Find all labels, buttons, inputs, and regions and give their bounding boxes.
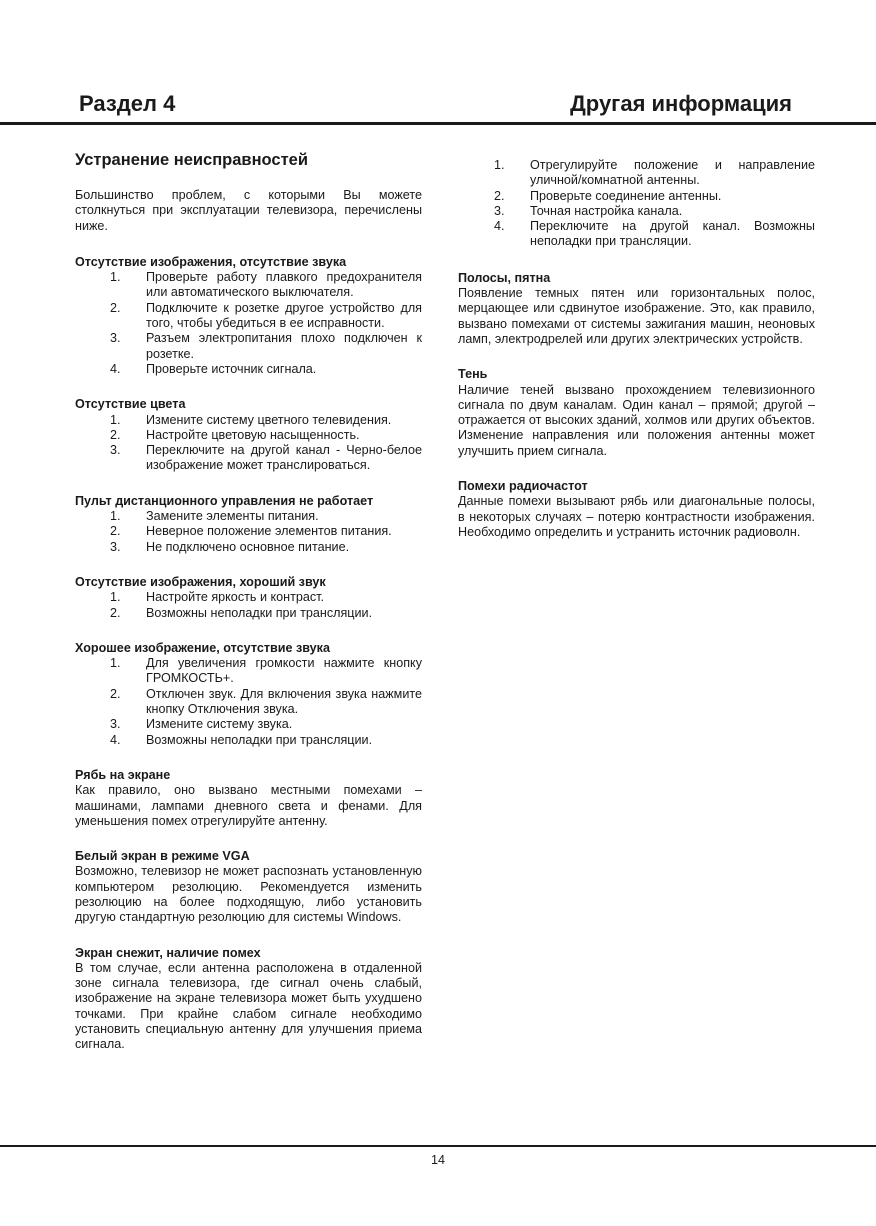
item-list [458, 158, 815, 250]
item-list [75, 590, 422, 621]
section-title: Отсутствие изображения, отсутствие звука [75, 254, 347, 269]
list-item [75, 362, 422, 377]
header-divider [0, 122, 876, 125]
list-item [458, 158, 815, 189]
item-number: 1. [110, 590, 121, 605]
item-text: Переключите на другой канал. Возможны неполадки при трансляции. [530, 219, 815, 249]
item-number: 1. [110, 509, 121, 524]
section-title: Белый экран в режиме VGA [75, 849, 250, 864]
section-snow-noise [75, 946, 422, 1053]
item-text: Подключите к розетке другое устройство для того, чтобы убедиться в ее исправности. [146, 300, 422, 331]
list-item [75, 331, 422, 362]
section-title: Экран снежит, наличие помех [75, 945, 261, 960]
item-text: Измените систему звука. [146, 717, 293, 732]
list-item [75, 717, 422, 732]
item-text: Отрегулируйте положение и направление уличной/комнатной антенны. [530, 158, 815, 188]
item-list [75, 656, 422, 748]
section-ghosting [458, 367, 815, 459]
item-number: 3. [494, 203, 505, 218]
item-text: Неверное положение элементов питания. [146, 524, 392, 539]
item-number: 2. [110, 427, 121, 442]
section-text: Данные помехи вызывают рябь или диагональные полосы, в некоторых случаях – потерю контрастности изображения. Необходимо определить и устранить источник радиоволн. [458, 494, 815, 539]
intro-paragraph: Большинство проблем, с которыми Вы можете столкнуться при эксплуатации телевизора, перечислены ниже. [75, 188, 422, 233]
section-title: Отсутствие изображения, хороший звук [75, 574, 326, 589]
item-text: Отключен звук. Для включения звука нажмите кнопку Отключения звука. [146, 686, 422, 717]
list-item [75, 413, 422, 428]
item-number: 2. [110, 605, 121, 620]
item-number: 4. [494, 219, 505, 234]
section-title: Помехи радиочастот [458, 479, 588, 494]
item-text: Замените элементы питания. [146, 509, 319, 524]
item-text: Проверьте источник сигнала. [146, 361, 317, 376]
item-text: Точная настройка канала. [530, 203, 683, 218]
section-white-screen-vga [75, 849, 422, 925]
section-text: В том случае, если антенна расположена в отдаленной зоне сигнала телевизора, где сигнал очень слабый, изображение на экране телевизора может быть ухудшено точками. При крайне слабом сигнале необходимо установить специальную антенну для улучшения приема сигнала. [75, 960, 422, 1052]
list-item [75, 687, 422, 718]
item-text: Для увеличения громкости нажмите кнопку ГРОМКОСТЬ+. [146, 656, 422, 686]
item-text: Возможны неполадки при трансляции. [146, 732, 373, 747]
item-list [75, 413, 422, 474]
item-text: Разъем электропитания плохо подключен к розетке. [146, 331, 422, 361]
item-number: 3. [110, 331, 121, 346]
section-no-picture-good-sound [75, 575, 422, 621]
section-no-picture-no-sound [75, 255, 422, 377]
item-text: Не подключено основное питание. [146, 539, 350, 554]
item-number: 1. [110, 656, 121, 671]
item-number: 2. [110, 524, 121, 539]
list-item [75, 301, 422, 332]
section-title: Рябь на экране [75, 767, 171, 782]
list-item [75, 590, 422, 605]
section-title: Полосы, пятна [458, 270, 551, 285]
section-no-color [75, 397, 422, 473]
section-title: Пульт дистанционного управления не работает [75, 493, 374, 508]
left-column [75, 150, 422, 1073]
list-item [75, 443, 422, 474]
section-text: Возможно, телевизор не может распознать установленную компьютером резолюцию. Рекомендуется изменить резолюцию на более подходящую, либо установить другую стандартную резолюцию для системы Windows. [75, 864, 422, 925]
footer-divider [0, 1145, 876, 1147]
section-text: Наличие теней вызвано прохождением телевизионного сигнала по двум каналам. Один канал – прямой; другой – отражается от высоких зданий, холмов или других объектов. Изменение направления или положения антенны может улучшить прием сигнала. [458, 382, 815, 458]
section-stripes-spots [458, 271, 815, 347]
page-header-title: Другая информация [570, 91, 792, 116]
item-number: 1. [494, 158, 505, 172]
item-text: Возможны неполадки при трансляции. [146, 605, 373, 620]
item-list [75, 509, 422, 555]
item-number: 3. [110, 717, 121, 732]
list-item [75, 656, 422, 687]
section-good-picture-no-sound [75, 641, 422, 748]
section-title: Отсутствие цвета [75, 397, 186, 412]
item-number: 1. [110, 412, 121, 427]
item-number: 2. [494, 188, 505, 203]
section-radio-interference [458, 479, 815, 540]
item-number: 2. [110, 300, 121, 315]
page-number: 14 [430, 1153, 445, 1167]
list-item [75, 733, 422, 748]
item-number: 4. [110, 732, 121, 747]
list-item [75, 524, 422, 539]
item-text: Измените систему цветного телевидения. [146, 412, 392, 427]
item-number: 3. [110, 539, 121, 554]
item-number: 3. [110, 443, 121, 458]
list-item [75, 428, 422, 443]
item-text: Переключите на другой канал - Черно-белое изображение может транслироваться. [146, 443, 422, 473]
list-item [75, 606, 422, 621]
item-text: Проверьте работу плавкого предохранителя или автоматического выключателя. [146, 270, 422, 300]
list-item [75, 509, 422, 524]
list-item [458, 204, 815, 219]
list-item [75, 540, 422, 555]
section-title: Тень [458, 367, 488, 382]
section-remote-not-working [75, 494, 422, 555]
list-item [458, 219, 815, 250]
item-text: Настройте цветовую насыщенность. [146, 427, 360, 442]
item-text: Настройте яркость и контраст. [146, 590, 325, 605]
list-item [75, 270, 422, 301]
item-list [75, 270, 422, 377]
section-ripple [75, 768, 422, 829]
page-title: Устранение неисправностей [75, 151, 308, 169]
item-text: Проверьте соединение антенны. [530, 188, 722, 203]
item-number: 1. [110, 270, 121, 285]
list-item [458, 189, 815, 204]
section-title: Хорошее изображение, отсутствие звука [75, 640, 330, 655]
right-column [458, 158, 815, 560]
item-number: 4. [110, 361, 121, 376]
section-label: Раздел 4 [79, 91, 176, 116]
section-text: Как правило, оно вызвано местными помехами – машинами, лампами дневного света и фенами. Для уменьшения помех отрегулируйте антенну. [75, 783, 422, 828]
item-number: 2. [110, 686, 121, 701]
section-text: Появление темных пятен или горизонтальных полос, мерцающее или сдвинутое изображение. Это, как правило, вызвано помехами от системы зажигания машин, неоновых ламп, электродрелей или других электрических устройств. [458, 286, 815, 346]
